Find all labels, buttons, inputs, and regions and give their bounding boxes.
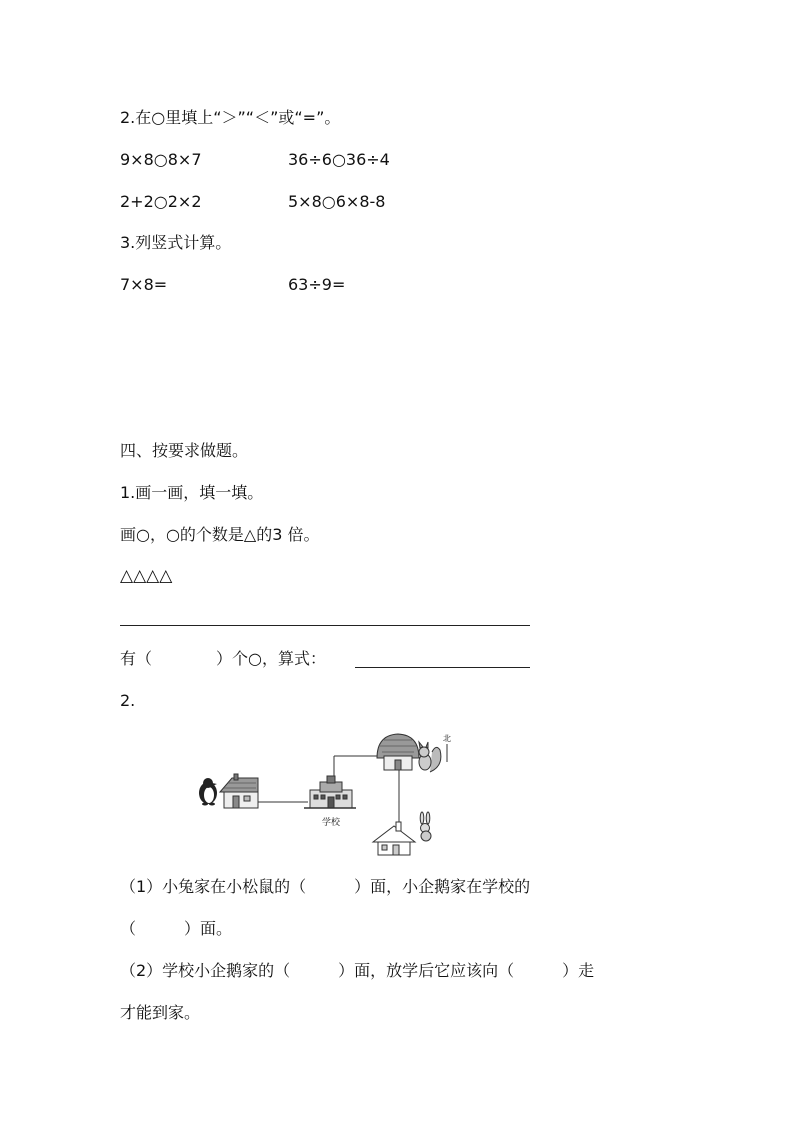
drawing-line: [120, 625, 530, 626]
sub-question-2-line-2: 才能到家。: [120, 1003, 201, 1022]
calc-item-2: 63÷9=: [288, 275, 346, 294]
school-building-icon: [304, 776, 356, 808]
sub-question-1-line-2: （ ）面。: [120, 919, 233, 938]
q3-title: 3.列竖式计算。: [120, 233, 232, 252]
school-label: 学校: [321, 818, 341, 828]
compare-item-3: 2+2○2×2: [120, 192, 202, 211]
squirrel-icon: [419, 742, 441, 772]
section4-heading: 四、按要求做题。: [120, 441, 249, 460]
penguin-icon: [199, 778, 217, 806]
s4-q1-instruction: 画○，○的个数是△的3 倍。: [120, 525, 320, 544]
penguin-house-icon: [220, 774, 258, 808]
triangle-row: △△△△: [120, 566, 173, 586]
rabbit-house-icon: [373, 822, 415, 855]
sub-question-2-line-1: （2）学校小企鹅家的（ ）面，放学后它应该向（ ）走: [120, 961, 595, 980]
compare-item-2: 36÷6○36÷4: [288, 150, 390, 169]
north-label: 北: [443, 734, 451, 743]
squirrel-house-icon: [377, 734, 419, 770]
q2-title: 2.在○里填上“＞”“＜”或“=”。: [120, 108, 341, 127]
compare-item-4: 5×8○6×8-8: [288, 192, 386, 211]
answer-prefix: 有（ ）个○，算式：: [120, 649, 326, 668]
s4-q1-title: 1.画一画，填一填。: [120, 483, 264, 502]
compare-item-1: 9×8○8×7: [120, 150, 202, 169]
rabbit-icon: [420, 812, 431, 841]
formula-blank-line: [355, 667, 530, 668]
calc-item-1: 7×8=: [120, 275, 168, 294]
s4-q2-title: 2.: [120, 691, 136, 710]
sub-question-1-line-1: （1）小兔家在小松鼠的（ ）面，小企鹅家在学校的: [120, 877, 531, 896]
map-paths: [255, 756, 399, 830]
